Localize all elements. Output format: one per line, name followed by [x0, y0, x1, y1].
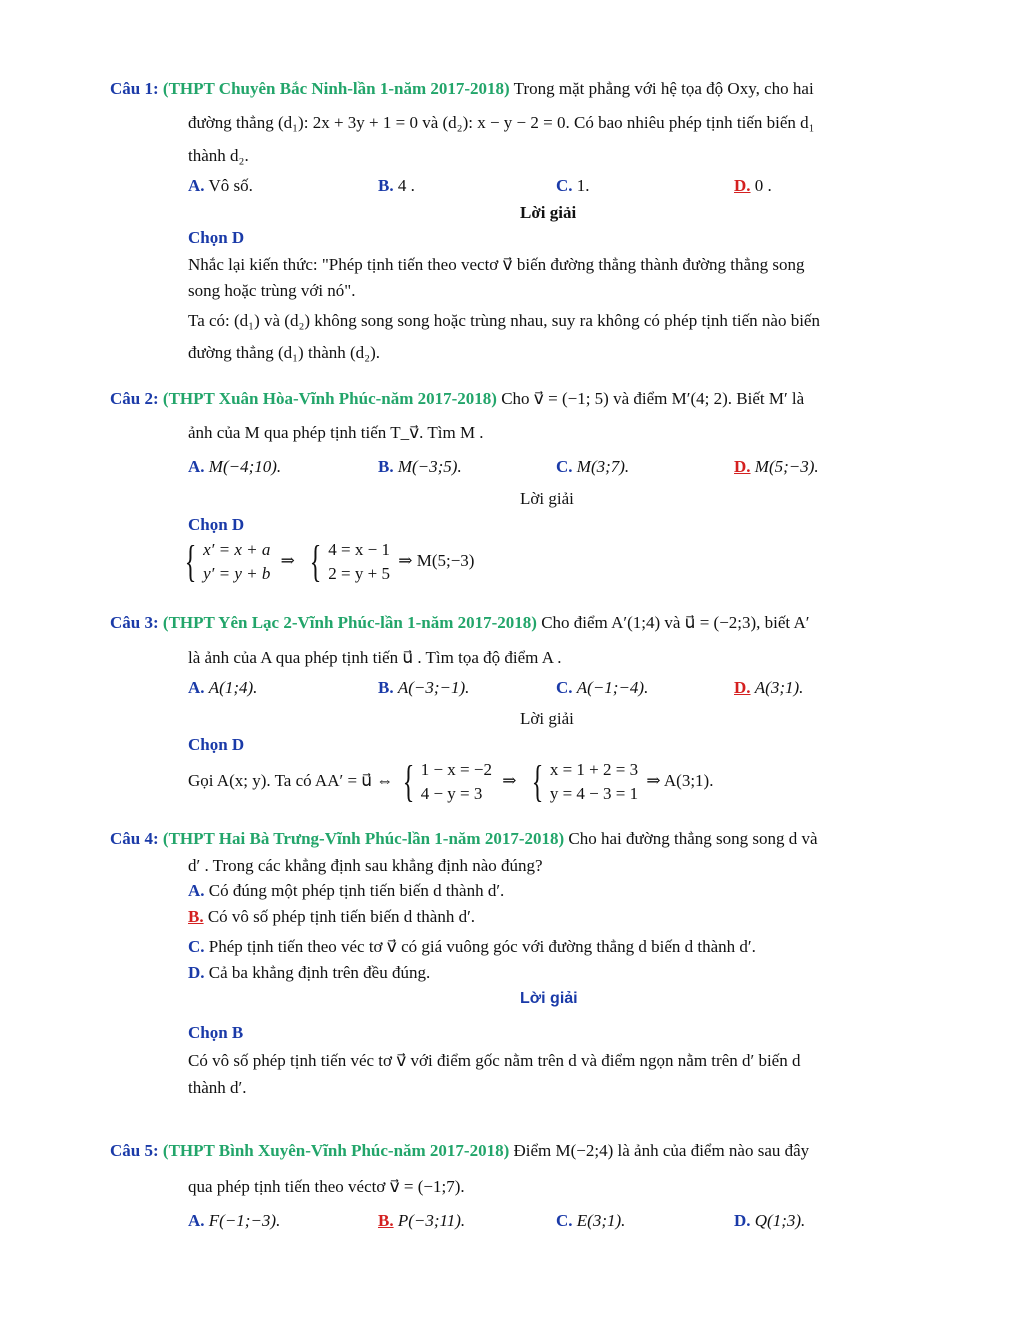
q2-system-1: { x′ = x + a y′ = y + b — [184, 537, 271, 586]
q2-choose: Chọn D — [188, 515, 245, 534]
q3-option-b[interactable]: B. A(−3;−1). — [378, 678, 470, 697]
q2-source: (THPT Xuân Hòa-Vĩnh Phúc-năm 2017-2018) — [162, 389, 497, 408]
q2-label: Câu 2: — [110, 389, 159, 408]
q4-option-b[interactable]: B. Có vô số phép tịnh tiến biến d thành d′. — [188, 907, 476, 926]
q1-option-d[interactable]: D. 0 . — [734, 176, 772, 195]
q4-option-a[interactable]: A. Có đúng một phép tịnh tiến biến d thành d′. — [188, 881, 505, 900]
q3-system-2: { x = 1 + 2 = 3 y = 4 − 3 = 1 — [531, 757, 639, 806]
q3-option-c[interactable]: C. A(−1;−4). — [556, 678, 649, 697]
q1-expl-l2: song hoặc trùng với nó". — [188, 281, 356, 300]
q4-text-l1: Cho hai đường thẳng song song d và — [568, 829, 818, 848]
q3-source: (THPT Yên Lạc 2-Vĩnh Phúc-lần 1-năm 2017-2018) — [162, 613, 537, 632]
q4-option-c[interactable]: C. Phép tịnh tiến theo véc tơ v⃗ có giá vuông góc với đường thẳng d biến d thành d′. — [188, 937, 756, 956]
q1-text-l3: thành d₂. — [188, 146, 249, 165]
q5-text-l2: qua phép tịnh tiến theo véctơ v⃗ = (−1;7). — [188, 1177, 465, 1196]
q2-text-l2: ảnh của M qua phép tịnh tiến T_v⃗. Tìm M . — [188, 423, 484, 442]
q3-working: Gọi A(x; y). Ta có AA′ = u⃗ ⇔ { 1 − x = −2 4 − y = 3 ⇒ { x = 1 + 2 = 3 y = 4 − 3 = 1 ⇒ A(3;1). — [188, 757, 714, 806]
q1-expl-l4: đường thẳng (d₁) thành (d₂). — [188, 343, 380, 362]
q5-header — [110, 1140, 809, 1162]
q3-text-l1: Cho điểm A′(1;4) và u⃗ = (−2;3), biết A′ — [541, 613, 810, 632]
q1-label: Câu 1: — [110, 79, 159, 98]
q5-option-b[interactable]: B. P(−3;11). — [378, 1211, 466, 1230]
q3-option-d[interactable]: D. A(3;1). — [734, 678, 804, 697]
q2-result: ⇒ M(5;−3) — [398, 550, 475, 570]
q3-choose: Chọn D — [188, 735, 245, 754]
q5-option-c[interactable]: C. E(3;1). — [556, 1211, 626, 1230]
q1-option-c[interactable]: C. 1. — [556, 176, 590, 195]
q1-text-l1: Trong mặt phẳng với hệ tọa độ Oxy, cho hai — [513, 79, 814, 98]
q1-option-b[interactable]: B. 4 . — [378, 176, 415, 195]
q2-option-a[interactable]: A. M(−4;10). — [188, 457, 282, 476]
q2-text-l1: Cho v⃗ = (−1; 5) và điểm M′(4; 2). Biết M′ là — [501, 389, 805, 408]
q4-choose: Chọn B — [188, 1023, 244, 1042]
q3-expl-pre: Gọi A(x; y). Ta có AA′ = u⃗ ⇔ — [188, 770, 394, 790]
q4-expl-l2: thành d′. — [188, 1078, 247, 1097]
q3-option-a[interactable]: A. A(1;4). — [188, 678, 258, 697]
q2-working: { x′ = x + a y′ = y + b ⇒ { 4 = x − 1 2 = y + 5 ⇒ M(5;−3) — [180, 538, 474, 586]
q5-text-l1: Điểm M(−2;4) là ảnh của điểm nào sau đây — [513, 1141, 810, 1160]
q1-option-a[interactable]: A. Vô số. — [188, 176, 253, 195]
q4-label: Câu 4: — [110, 829, 159, 848]
q4-expl-l1: Có vô số phép tịnh tiến véc tơ v⃗ với điểm gốc nằm trên d và điểm ngọn nằm trên d′ biến d — [188, 1051, 801, 1070]
q5-source: (THPT Bình Xuyên-Vĩnh Phúc-năm 2017-2018) — [162, 1141, 510, 1160]
q1-expl-l1: Nhắc lại kiến thức: "Phép tịnh tiến theo vectơ v⃗ biến đường thẳng thành đường thẳng song — [188, 255, 805, 274]
q1-source: (THPT Chuyên Bắc Ninh-lần 1-năm 2017-2018) — [162, 79, 510, 98]
q2-solution-title: Lời giải — [520, 489, 574, 508]
q4-option-d[interactable]: D. Cả ba khẳng định trên đều đúng. — [188, 963, 431, 982]
q1-text-l2: đường thẳng (d₁): 2x + 3y + 1 = 0 và (d₂): x − y − 2 = 0. Có bao nhiêu phép tịnh tiến biến d₁ — [188, 113, 815, 132]
q5-label: Câu 5: — [110, 1141, 159, 1160]
q1-header — [110, 78, 814, 100]
q1-expl-l3: Ta có: (d₁) và (d₂) không song song hoặc trùng nhau, suy ra không có phép tịnh tiến nào biến — [188, 311, 820, 330]
q4-solution-title: Lời giải — [520, 990, 578, 1007]
q4-source: (THPT Hai Bà Trưng-Vĩnh Phúc-lần 1-năm 2017-2018) — [162, 829, 565, 848]
q3-header — [110, 612, 809, 634]
q2-header — [110, 388, 804, 410]
q3-solution-title: Lời giải — [520, 709, 574, 728]
q3-label: Câu 3: — [110, 613, 159, 632]
q2-option-b[interactable]: B. M(−3;5). — [378, 457, 462, 476]
q4-header — [110, 828, 818, 850]
q3-text-l2: là ảnh của A qua phép tịnh tiến u⃗ . Tìm tọa độ điểm A . — [188, 648, 562, 667]
q5-option-a[interactable]: A. F(−1;−3). — [188, 1211, 281, 1230]
q5-option-d[interactable]: D. Q(1;3). — [734, 1211, 806, 1230]
q3-system-1: { 1 − x = −2 4 − y = 3 — [402, 757, 492, 806]
q4-text-l2: d′ . Trong các khẳng định sau khẳng định nào đúng? — [188, 856, 543, 875]
q3-result: ⇒ A(3;1). — [646, 770, 714, 790]
q1-solution-title: Lời giải — [520, 203, 577, 222]
q1-choose: Chọn D — [188, 228, 245, 247]
q2-option-d[interactable]: D. M(5;−3). — [734, 457, 819, 476]
q2-system-2: { 4 = x − 1 2 = y + 5 — [309, 537, 390, 586]
q2-option-c[interactable]: C. M(3;7). — [556, 457, 630, 476]
